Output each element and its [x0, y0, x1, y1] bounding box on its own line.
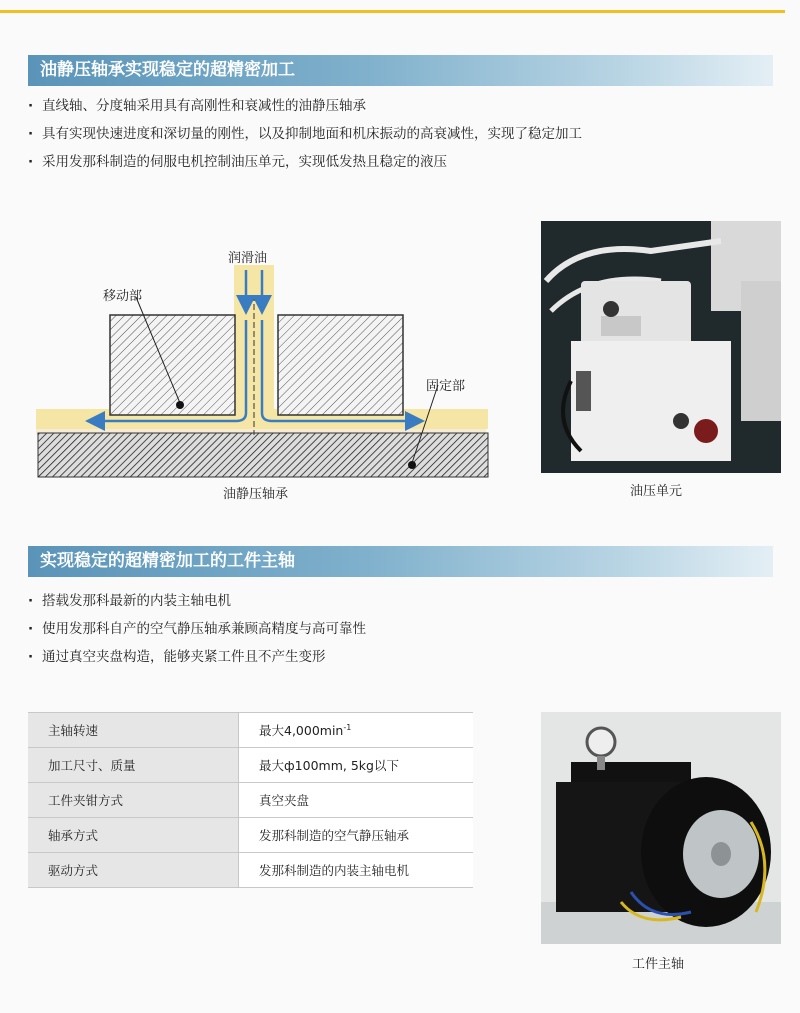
- bullet-item: · 直线轴、分度轴采用具有高刚性和衰减性的油静压轴承: [28, 92, 582, 120]
- spec-label: 主轴转速: [28, 713, 239, 748]
- work-spindle-illustration: [541, 712, 781, 944]
- spec-value: 发那科制造的空气静压轴承: [239, 818, 474, 853]
- spindle-spec-table: [28, 712, 473, 888]
- oil-unit-photo: [541, 221, 781, 473]
- moving-part-left: [110, 315, 235, 415]
- bullet-item: · 具有实现快速进度和深切量的刚性，以及抑制地面和机床振动的高衰减性，实现了稳定加工: [28, 120, 582, 148]
- spec-value-superscript: -1: [343, 722, 352, 732]
- spec-label: 驱动方式: [28, 853, 239, 888]
- moving-part-dot: [176, 401, 184, 409]
- spec-value: [239, 713, 474, 748]
- oil-unit-caption: 油压单元: [630, 484, 683, 499]
- section2-bullet-list: [28, 587, 366, 671]
- hydrostatic-bearing-diagram: [28, 225, 498, 505]
- top-accent-rule: [0, 10, 785, 13]
- moving-part-right: [278, 315, 403, 415]
- bullet-item: · 搭载发那科最新的内装主轴电机: [28, 587, 366, 615]
- table-row: [28, 783, 473, 818]
- lubricant-label: 润滑油: [228, 251, 268, 266]
- table-row: [28, 853, 473, 888]
- bullet-item: · 使用发那科自产的空气静压轴承兼顾高精度与高可靠性: [28, 615, 366, 643]
- moving-part-label: 移动部: [103, 289, 143, 304]
- spec-label: 工件夹钳方式: [28, 783, 239, 818]
- section1-bullet-list: [28, 92, 582, 176]
- section-title-work-spindle: 实现稳定的超精密加工的工件主轴: [28, 546, 773, 577]
- bearing-diagram-caption: 油静压轴承: [223, 487, 289, 502]
- section-title-hydrostatic: 油静压轴承实现稳定的超精密加工: [28, 55, 773, 86]
- table-row: [28, 713, 473, 748]
- oil-unit-illustration: [541, 221, 781, 473]
- spec-label: 加工尺寸、质量: [28, 748, 239, 783]
- spec-value: 最大ф100mm, 5kg以下: [239, 748, 474, 783]
- work-spindle-photo: [541, 712, 781, 944]
- table-row: [28, 748, 473, 783]
- work-spindle-caption: 工件主轴: [632, 957, 685, 972]
- spec-value: 真空夹盘: [239, 783, 474, 818]
- bullet-item: · 采用发那科制造的伺服电机控制油压单元，实现低发热且稳定的液压: [28, 148, 582, 176]
- fixed-part-dot: [408, 461, 416, 469]
- fixed-part-label: 固定部: [426, 379, 466, 394]
- spec-value-text: 最大4,000min: [259, 723, 344, 738]
- bearing-diagram-svg: [28, 225, 498, 505]
- spec-label: 轴承方式: [28, 818, 239, 853]
- bullet-item: · 通过真空夹盘构造，能够夹紧工件且不产生变形: [28, 643, 366, 671]
- table-row: [28, 818, 473, 853]
- fixed-part-base: [38, 433, 488, 477]
- spec-value: 发那科制造的内装主轴电机: [239, 853, 474, 888]
